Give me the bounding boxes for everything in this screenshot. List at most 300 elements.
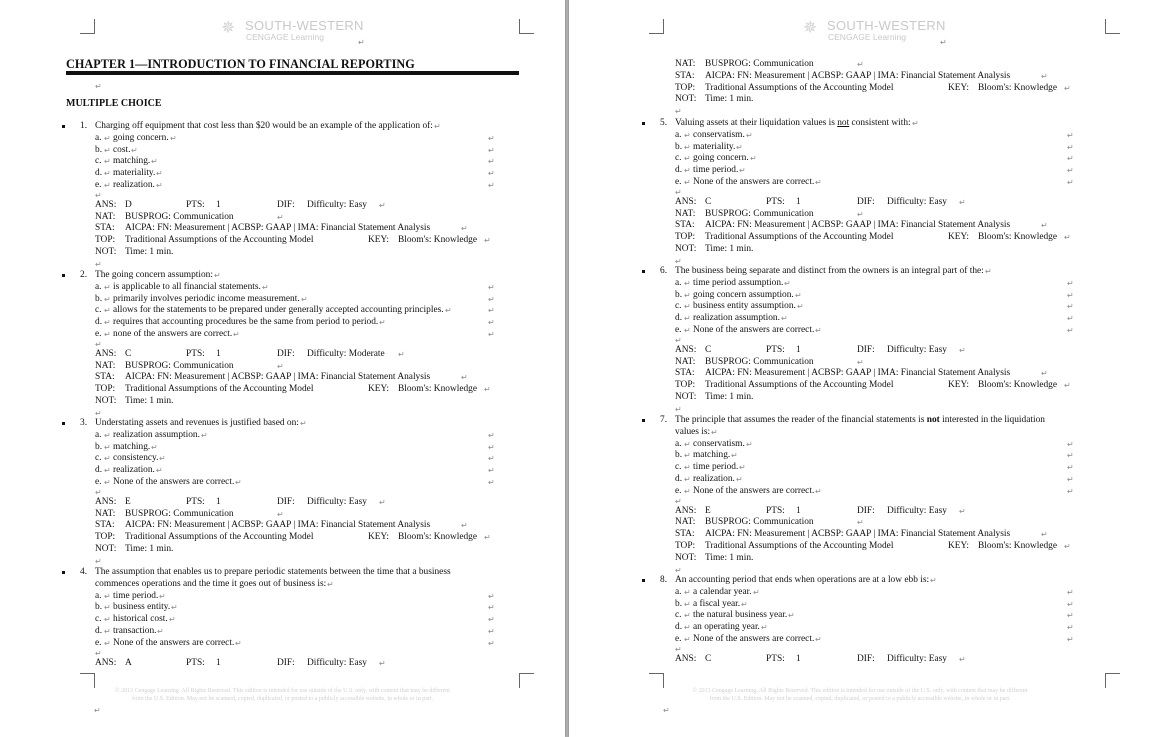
option-letter: d.: [95, 626, 103, 636]
paragraph-mark-icon: ↵: [170, 133, 177, 143]
paragraph-mark-icon: ↵: [711, 427, 718, 437]
paragraph-mark-icon: ↵: [379, 658, 386, 668]
dif-value: Difficulty: Easy: [887, 344, 947, 355]
option-text: cost.: [113, 144, 131, 155]
option-text: time period.: [693, 165, 739, 176]
question-bullet: [642, 122, 645, 125]
option-text: primarily involves periodic income measurement.: [113, 293, 300, 304]
paragraph-mark-icon: ↵: [684, 439, 691, 449]
option-letter: e.: [675, 634, 682, 644]
question-stem: The business being separate and distinct from the owners is an integral part of the:: [675, 266, 984, 276]
document-page-right: [569, 0, 1151, 737]
publisher-sub: CENGAGE Learning: [828, 32, 906, 42]
option-letter: a.: [95, 281, 102, 292]
paragraph-mark-icon: ↵: [815, 178, 822, 187]
sta-value: AICPA: FN: Measurement | ACBSP: GAAP | IMA: Financial Statement Analysis: [125, 372, 431, 383]
dif-label: DIF:: [277, 657, 295, 668]
option-text: consistency.: [113, 453, 159, 464]
footer-line-1: © 2013 Cengage Learning. All Rights Reserved. This edition is intended for use outside of the U.S. only, with content that may be different: [692, 688, 1028, 694]
not-label: NOT:: [95, 544, 117, 554]
paragraph-mark-icon: ↵: [1067, 635, 1074, 644]
paragraph-mark-icon: ↵: [301, 294, 308, 304]
option-text: a fiscal year.: [693, 598, 741, 609]
paragraph-mark-icon: ↵: [1067, 611, 1074, 621]
paragraph-mark-icon: ↵: [684, 178, 691, 187]
ans-value: C: [125, 348, 132, 359]
paragraph-mark-icon: ↵: [95, 487, 102, 497]
top-value: Traditional Assumptions of the Accounting Model: [705, 232, 894, 243]
paragraph-mark-icon: ↵: [488, 627, 495, 636]
pts-label: PTS:: [186, 348, 205, 359]
chapter-title: CHAPTER 1—INTRODUCTION TO FINANCIAL REPORTING: [66, 57, 415, 71]
paragraph-mark-icon: ↵: [1064, 542, 1071, 551]
paragraph-mark-icon: ↵: [104, 145, 111, 155]
paragraph-mark-icon: ↵: [684, 314, 691, 324]
paragraph-mark-icon: ↵: [1067, 154, 1074, 164]
paragraph-mark-icon: ↵: [95, 190, 102, 200]
pts-label: PTS:: [766, 196, 785, 207]
paragraph-mark-icon: ↵: [684, 623, 691, 633]
option-text: time period.: [113, 590, 159, 601]
not-value: Time: 1 min.: [125, 247, 174, 257]
dif-label: DIF:: [857, 505, 875, 516]
paragraph-mark-icon: ↵: [488, 133, 495, 143]
option-text: materiality.: [693, 141, 736, 152]
dif-value: Difficulty: Moderate: [307, 348, 385, 359]
paragraph-mark-icon: ↵: [327, 579, 334, 589]
paragraph-mark-icon: ↵: [761, 623, 768, 633]
sta-value: AICPA: FN: Measurement | ACBSP: GAAP | IMA: Financial Statement Analysis: [705, 368, 1011, 379]
paragraph-mark-icon: ↵: [1067, 599, 1074, 609]
top-label: TOP:: [675, 82, 696, 93]
ans-label: ANS:: [95, 199, 117, 210]
paragraph-mark-icon: ↵: [151, 442, 158, 452]
sta-value: AICPA: FN: Measurement | ACBSP: GAAP | IMA: Financial Statement Analysis: [125, 520, 431, 531]
paragraph-mark-icon: ↵: [781, 314, 788, 324]
key-label: KEY:: [948, 541, 970, 551]
stem-text: Valuing assets at their liquidation values is: [675, 118, 838, 128]
paragraph-mark-icon: ↵: [104, 442, 111, 452]
question-bullet: [62, 422, 65, 425]
option-text: materiality.: [113, 168, 156, 179]
pts-label: PTS:: [186, 496, 205, 507]
stem-text: consistent with:: [849, 118, 911, 128]
option-text: realization assumption.: [693, 313, 780, 324]
paragraph-mark-icon: ↵: [484, 533, 491, 543]
paragraph-mark-icon: ↵: [940, 38, 947, 47]
paragraph-mark-icon: ↵: [857, 60, 864, 69]
option-text: None of the answers are correct.: [693, 325, 815, 335]
footer-line-2: from the U.S. Edition. May not be scanned, copied, duplicated, or posted to a publicly accessible website, in whole or in part.: [131, 696, 434, 702]
paragraph-mark-icon: ↵: [684, 302, 691, 312]
footer-copyright: [73, 687, 493, 703]
paragraph-mark-icon: ↵: [1067, 314, 1074, 324]
ans-value: D: [125, 199, 132, 210]
paragraph-mark-icon: ↵: [488, 615, 495, 625]
option-letter: e.: [95, 637, 102, 648]
stem-emphasis: not: [837, 118, 850, 128]
paragraph-mark-icon: ↵: [930, 576, 937, 585]
paragraph-mark-icon: ↵: [171, 603, 178, 613]
sta-label: STA:: [95, 372, 115, 383]
paragraph-mark-icon: ↵: [684, 166, 691, 176]
paragraph-mark-icon: ↵: [739, 463, 746, 473]
paragraph-mark-icon: ↵: [488, 157, 495, 167]
crop-mark-top-right: [1105, 19, 1120, 34]
crop-mark-bottom-left: [649, 673, 664, 688]
option-letter: c.: [675, 610, 682, 621]
paragraph-mark-icon: ↵: [1067, 439, 1074, 449]
stem-text: interested in the liquidation: [939, 415, 1045, 425]
question-stem: [675, 118, 911, 130]
option-letter: b.: [95, 144, 103, 155]
option-letter: c.: [95, 614, 102, 625]
nat-label: NAT:: [675, 356, 696, 367]
paragraph-mark-icon: ↵: [277, 212, 284, 222]
option-letter: c.: [95, 156, 102, 167]
key-value: Bloom's: Knowledge: [398, 532, 478, 543]
paragraph-mark-icon: ↵: [488, 306, 495, 316]
option-text: None of the answers are correct.: [693, 634, 815, 644]
paragraph-mark-icon: ↵: [484, 236, 491, 246]
question-number: 6.: [660, 266, 668, 276]
option-letter: d.: [675, 474, 683, 484]
paragraph-mark-icon: ↵: [434, 122, 441, 131]
option-text: realization assumption.: [113, 429, 200, 440]
not-label: NOT:: [675, 392, 697, 402]
paragraph-mark-icon: ↵: [488, 638, 495, 648]
pts-value: 1: [216, 657, 221, 668]
question-number: 4.: [80, 567, 88, 577]
dif-value: Difficulty: Easy: [887, 196, 947, 207]
dif-value: Difficulty: Easy: [887, 653, 947, 664]
sta-label: STA:: [95, 223, 115, 234]
top-label: TOP:: [675, 380, 696, 391]
option-letter: d.: [95, 465, 103, 476]
paragraph-mark-icon: ↵: [1064, 381, 1071, 391]
ans-label: ANS:: [675, 196, 697, 207]
paragraph-mark-icon: ↵: [95, 259, 102, 269]
paragraph-mark-icon: ↵: [788, 611, 795, 621]
question-bullet: [62, 125, 65, 128]
not-value: Time: 1 min.: [705, 392, 754, 402]
stem-emphasis: not: [926, 415, 940, 425]
paragraph-mark-icon: ↵: [684, 587, 691, 597]
paragraph-mark-icon: ↵: [104, 603, 111, 613]
crop-mark-bottom-right: [519, 673, 534, 688]
question-stem: Understating assets and revenues is justified based on:: [95, 418, 299, 428]
paragraph-mark-icon: ↵: [675, 187, 682, 197]
paragraph-mark-icon: ↵: [1067, 623, 1074, 633]
option-text: allows for the statements to be prepared under generally accepted accounting principles.: [113, 305, 444, 316]
ans-value: E: [705, 505, 711, 516]
paragraph-mark-icon: ↵: [156, 181, 163, 190]
question-bullet: [642, 579, 645, 582]
paragraph-mark-icon: ↵: [1067, 290, 1074, 300]
paragraph-mark-icon: ↵: [488, 294, 495, 304]
paragraph-mark-icon: ↵: [959, 197, 966, 207]
paragraph-mark-icon: ↵: [104, 615, 111, 625]
paragraph-mark-icon: ↵: [1041, 221, 1048, 231]
top-label: TOP:: [95, 532, 116, 543]
option-text: None of the answers are correct.: [693, 485, 815, 496]
key-value: Bloom's: Knowledge: [398, 235, 478, 246]
paragraph-mark-icon: ↵: [104, 306, 111, 316]
paragraph-mark-icon: ↵: [675, 107, 682, 116]
paragraph-mark-icon: ↵: [746, 439, 753, 449]
dif-label: DIF:: [277, 199, 295, 210]
paragraph-mark-icon: ↵: [1041, 369, 1048, 379]
top-label: TOP:: [95, 235, 116, 246]
top-value: Traditional Assumptions of the Accounting Model: [125, 235, 314, 246]
pts-label: PTS:: [766, 344, 785, 355]
question-stem: Charging off equipment that cost less than $20 would be an example of the application of:: [95, 121, 433, 131]
paragraph-mark-icon: ↵: [1067, 463, 1074, 473]
paragraph-mark-icon: ↵: [95, 82, 102, 91]
nat-value: BUSPROG: Communication: [705, 59, 814, 69]
key-value: Bloom's: Knowledge: [978, 541, 1058, 551]
paragraph-mark-icon: ↵: [104, 294, 111, 304]
paragraph-mark-icon: ↵: [104, 591, 111, 601]
paragraph-mark-icon: ↵: [750, 154, 757, 164]
not-value: Time: 1 min.: [125, 396, 174, 406]
paragraph-mark-icon: ↵: [675, 565, 682, 575]
option-letter: a.: [675, 586, 682, 597]
key-label: KEY:: [368, 235, 390, 246]
option-letter: b.: [95, 602, 103, 613]
paragraph-mark-icon: ↵: [1067, 178, 1074, 187]
paragraph-mark-icon: ↵: [912, 119, 919, 128]
paragraph-mark-icon: ↵: [104, 638, 111, 648]
ans-value: E: [125, 496, 131, 507]
option-letter: d.: [95, 317, 103, 328]
paragraph-mark-icon: ↵: [1067, 475, 1074, 484]
question-stem: An accounting period that ends when operations are at a low ebb is:: [675, 575, 930, 585]
option-letter: c.: [675, 462, 682, 473]
not-value: Time: 1 min.: [705, 94, 754, 105]
option-letter: e.: [95, 180, 102, 190]
ans-label: ANS:: [95, 348, 117, 359]
not-label: NOT:: [675, 244, 697, 254]
paragraph-mark-icon: ↵: [731, 451, 738, 461]
paragraph-mark-icon: ↵: [684, 142, 691, 152]
ans-label: ANS:: [95, 496, 117, 507]
question-number: 5.: [660, 118, 668, 128]
paragraph-mark-icon: ↵: [739, 166, 746, 176]
ans-label: ANS:: [675, 653, 697, 664]
not-value: Time: 1 min.: [705, 552, 754, 563]
paragraph-mark-icon: ↵: [235, 478, 242, 487]
pts-label: PTS:: [766, 653, 785, 664]
question-number: 1.: [80, 121, 88, 131]
nat-value: BUSPROG: Communication: [705, 517, 814, 528]
sta-label: STA:: [675, 220, 695, 231]
key-value: Bloom's: Knowledge: [398, 384, 478, 395]
option-text: is applicable to all financial statements.: [113, 281, 261, 292]
paragraph-mark-icon: ↵: [684, 130, 691, 140]
option-letter: d.: [675, 165, 683, 176]
crop-mark-top-left: [649, 19, 664, 34]
sta-label: STA:: [675, 529, 695, 540]
ans-value: C: [705, 653, 712, 664]
option-letter: b.: [95, 293, 103, 304]
paragraph-mark-icon: ↵: [684, 475, 691, 484]
key-label: KEY:: [368, 532, 390, 543]
paragraph-mark-icon: ↵: [675, 644, 682, 654]
stem-text: The principle that assumes the reader of the financial statements is: [675, 415, 927, 425]
question-bullet: [62, 274, 65, 277]
option-letter: d.: [675, 622, 683, 633]
dif-label: DIF:: [277, 496, 295, 507]
paragraph-mark-icon: ↵: [104, 169, 111, 179]
footer-copyright: [650, 687, 1070, 703]
paragraph-mark-icon: ↵: [262, 282, 269, 292]
paragraph-mark-icon: ↵: [461, 224, 468, 234]
nat-label: NAT:: [675, 517, 696, 528]
option-letter: e.: [675, 325, 682, 335]
option-text: going concern assumption.: [693, 289, 794, 300]
question-stem: commences operations and the time it goes out of business is:: [95, 578, 327, 589]
top-value: Traditional Assumptions of the Accounting Model: [705, 541, 894, 551]
paragraph-mark-icon: ↵: [488, 282, 495, 292]
paragraph-mark-icon: ↵: [484, 385, 491, 395]
option-text: time period.: [693, 462, 739, 473]
sta-value: AICPA: FN: Measurement | ACBSP: GAAP | IMA: Financial Statement Analysis: [705, 220, 1011, 231]
crop-mark-bottom-left: [80, 673, 95, 688]
section-title: MULTIPLE CHOICE: [66, 98, 162, 109]
pts-value: 1: [796, 653, 801, 664]
paragraph-mark-icon: ↵: [358, 38, 365, 47]
paragraph-mark-icon: ↵: [815, 486, 822, 496]
footer-line-2: from the U.S. Edition. May not be scanned, copied, duplicated, or posted to a publicly accessible website, in whole or in part.: [709, 696, 1011, 702]
paragraph-mark-icon: ↵: [675, 404, 682, 414]
nat-label: NAT:: [95, 508, 116, 519]
paragraph-mark-icon: ↵: [1067, 302, 1074, 312]
pts-value: 1: [796, 505, 801, 516]
option-text: realization.: [693, 474, 735, 484]
paragraph-mark-icon: ↵: [753, 587, 760, 597]
pts-label: PTS:: [186, 657, 205, 668]
nat-label: NAT:: [675, 208, 696, 219]
pts-value: 1: [796, 344, 801, 355]
paragraph-mark-icon: ↵: [95, 408, 102, 418]
pts-value: 1: [216, 348, 221, 359]
option-text: business entity.: [113, 602, 171, 613]
nat-value: BUSPROG: Communication: [705, 356, 814, 367]
key-value: Bloom's: Knowledge: [978, 82, 1058, 93]
paragraph-mark-icon: ↵: [1041, 530, 1048, 540]
paragraph-mark-icon: ↵: [379, 497, 386, 507]
paragraph-mark-icon: ↵: [488, 169, 495, 179]
paragraph-mark-icon: ↵: [684, 635, 691, 644]
dif-label: DIF:: [857, 344, 875, 355]
paragraph-mark-icon: ↵: [675, 496, 682, 506]
paragraph-mark-icon: ↵: [104, 181, 111, 190]
option-text: going concern.: [113, 132, 169, 143]
option-text: realization.: [113, 465, 155, 476]
publisher-name: SOUTH-WESTERN: [827, 18, 946, 33]
paragraph-mark-icon: ↵: [461, 521, 468, 531]
paragraph-mark-icon: ↵: [488, 430, 495, 440]
option-letter: e.: [95, 329, 102, 339]
ans-value: C: [705, 196, 712, 207]
option-text: none of the answers are correct.: [113, 329, 233, 339]
top-label: TOP:: [675, 232, 696, 243]
paragraph-mark-icon: ↵: [488, 330, 495, 339]
top-label: TOP:: [675, 541, 696, 551]
paragraph-mark-icon: ↵: [169, 615, 176, 625]
title-rule: [66, 71, 519, 75]
paragraph-mark-icon: ↵: [784, 278, 791, 288]
paragraph-mark-icon: ↵: [684, 611, 691, 621]
option-letter: a.: [95, 429, 102, 440]
option-text: realization.: [113, 180, 155, 190]
dif-value: Difficulty: Easy: [307, 496, 367, 507]
nat-value: BUSPROG: Communication: [125, 211, 234, 222]
paragraph-mark-icon: ↵: [488, 466, 495, 476]
paragraph-mark-icon: ↵: [857, 357, 864, 367]
paragraph-mark-icon: ↵: [201, 430, 208, 440]
paragraph-mark-icon: ↵: [104, 330, 111, 339]
option-letter: d.: [95, 168, 103, 179]
paragraph-mark-icon: ↵: [277, 361, 284, 371]
option-letter: a.: [95, 132, 102, 143]
paragraph-mark-icon: ↵: [857, 209, 864, 219]
question-bullet: [642, 270, 645, 273]
paragraph-mark-icon: ↵: [104, 318, 111, 328]
dif-label: DIF:: [857, 653, 875, 664]
paragraph-mark-icon: ↵: [1067, 130, 1074, 140]
paragraph-mark-icon: ↵: [815, 326, 822, 335]
paragraph-mark-icon: ↵: [104, 466, 111, 476]
option-text: matching.: [113, 156, 151, 167]
paragraph-mark-icon: ↵: [488, 181, 495, 190]
paragraph-mark-icon: ↵: [1041, 71, 1048, 81]
paragraph-mark-icon: ↵: [300, 419, 307, 428]
footer-line-1: © 2013 Cengage Learning. All Rights Reserved. This edition is intended for use outside of the U.S. only, with content that may be different: [115, 688, 450, 694]
question-number: 3.: [80, 418, 88, 428]
question-stem: [675, 415, 1045, 427]
paragraph-mark-icon: ↵: [235, 638, 242, 648]
option-letter: e.: [95, 477, 102, 487]
nat-value: BUSPROG: Communication: [705, 208, 814, 219]
nat-value: BUSPROG: Communication: [125, 360, 234, 371]
paragraph-mark-icon: ↵: [684, 154, 691, 164]
ans-label: ANS:: [675, 505, 697, 516]
paragraph-mark-icon: ↵: [214, 271, 221, 280]
paragraph-mark-icon: ↵: [959, 345, 966, 355]
paragraph-mark-icon: ↵: [233, 330, 240, 339]
paragraph-mark-icon: ↵: [1067, 486, 1074, 496]
paragraph-mark-icon: ↵: [104, 454, 111, 464]
paragraph-mark-icon: ↵: [746, 130, 753, 140]
paragraph-mark-icon: ↵: [95, 339, 102, 349]
paragraph-mark-icon: ↵: [159, 454, 166, 464]
paragraph-mark-icon: ↵: [1067, 166, 1074, 176]
paragraph-mark-icon: ↵: [684, 326, 691, 335]
paragraph-mark-icon: ↵: [1067, 142, 1074, 152]
crop-mark-bottom-right: [1105, 673, 1120, 688]
paragraph-mark-icon: ↵: [445, 306, 452, 316]
option-letter: b.: [675, 289, 683, 300]
ans-value: A: [125, 657, 132, 668]
option-text: conservatism.: [693, 438, 745, 449]
paragraph-mark-icon: ↵: [156, 466, 163, 476]
option-text: an operating year.: [693, 622, 760, 633]
paragraph-mark-icon: ↵: [379, 318, 386, 328]
paragraph-mark-icon: ↵: [461, 373, 468, 383]
not-value: Time: 1 min.: [705, 244, 754, 254]
